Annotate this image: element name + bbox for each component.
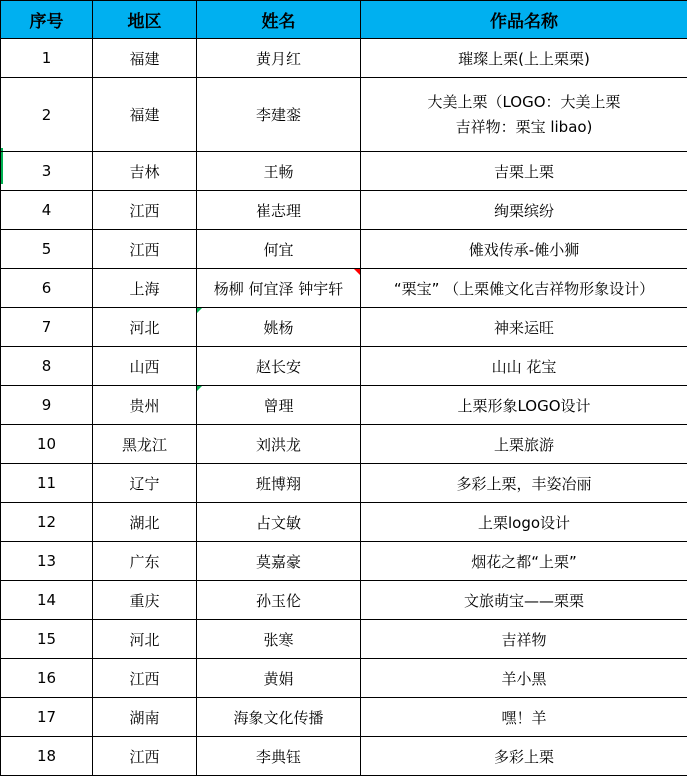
cell-region[interactable]: 上海 [93,269,197,308]
header-cell-name[interactable]: 姓名 [197,1,361,39]
cell-number[interactable]: 4 [1,191,93,230]
table-row [1,737,687,776]
cell-name[interactable] [197,269,361,308]
cell-region[interactable]: 江西 [93,659,197,698]
cell-region[interactable]: 福建 [93,39,197,78]
cell-work[interactable]: 傩戏传承-傩小狮 [361,230,687,269]
cell-name-text: 姚杨 [263,319,293,337]
cell-work[interactable]: 羊小黑 [361,659,687,698]
cell-name[interactable] [197,386,361,425]
cell-name[interactable]: 赵长安 [197,347,361,386]
cell-number[interactable]: 1 [1,39,93,78]
cell-work[interactable]: “栗宝” （上栗傩文化吉祥物形象设计） [361,269,687,308]
cell-work[interactable] [361,78,687,152]
cell-work[interactable]: 多彩上栗，丰姿冶丽 [361,464,687,503]
cell-number[interactable]: 5 [1,230,93,269]
cell-work[interactable]: 璀璨上栗(上上栗栗) [361,39,687,78]
cell-region[interactable]: 江西 [93,737,197,776]
cell-region[interactable]: 辽宁 [93,464,197,503]
cell-region[interactable]: 湖南 [93,698,197,737]
cell-name[interactable]: 李典钰 [197,737,361,776]
table-row [1,230,687,269]
cell-work-line: 吉祥物：栗宝 libao) [361,115,687,140]
table-row [1,347,687,386]
table-row [1,581,687,620]
cell-number[interactable]: 15 [1,620,93,659]
cell-number[interactable]: 14 [1,581,93,620]
table-row [1,464,687,503]
cell-work[interactable]: 神来运旺 [361,308,687,347]
cell-number[interactable]: 12 [1,503,93,542]
cell-name-text: 杨柳 何宜泽 钟宇轩 [214,280,344,298]
header-cell-number[interactable]: 序号 [1,1,93,39]
cell-work-line: 大美上栗（LOGO：大美上栗 [361,90,687,115]
table-row [1,269,687,308]
cell-name[interactable]: 张寒 [197,620,361,659]
cell-number[interactable]: 6 [1,269,93,308]
comment-indicator-icon[interactable] [354,269,360,275]
cell-work[interactable]: 上栗形象LOGO设计 [361,386,687,425]
cell-name[interactable]: 黄月红 [197,39,361,78]
cell-number[interactable]: 7 [1,308,93,347]
table-row [1,39,687,78]
table-row [1,659,687,698]
table-row [1,78,687,152]
cell-name[interactable]: 海象文化传播 [197,698,361,737]
cell-region[interactable]: 江西 [93,191,197,230]
error-indicator-icon [197,386,202,391]
cell-work[interactable]: 吉栗上栗 [361,152,687,191]
error-indicator-icon [197,308,202,313]
cell-region[interactable]: 河北 [93,620,197,659]
cell-name[interactable]: 孙玉伦 [197,581,361,620]
table-row [1,386,687,425]
cell-work[interactable]: 吉祥物 [361,620,687,659]
cell-work[interactable]: 烟花之都“上栗” [361,542,687,581]
cell-name[interactable]: 王畅 [197,152,361,191]
table-row [1,503,687,542]
cell-number[interactable]: 2 [1,78,93,152]
cell-name[interactable]: 何宜 [197,230,361,269]
table-row [1,542,687,581]
cell-name[interactable]: 班博翔 [197,464,361,503]
cell-work[interactable]: 上栗logo设计 [361,503,687,542]
cell-number[interactable]: 8 [1,347,93,386]
cell-number[interactable]: 18 [1,737,93,776]
cell-number[interactable]: 9 [1,386,93,425]
cell-work[interactable]: 上栗旅游 [361,425,687,464]
cell-region[interactable]: 湖北 [93,503,197,542]
cell-region[interactable]: 广东 [93,542,197,581]
cell-work[interactable]: 文旅萌宝——栗栗 [361,581,687,620]
cell-name[interactable]: 黄娟 [197,659,361,698]
cell-region[interactable]: 福建 [93,78,197,152]
cell-region[interactable]: 河北 [93,308,197,347]
cell-name[interactable]: 刘洪龙 [197,425,361,464]
cell-number[interactable]: 13 [1,542,93,581]
cell-name[interactable]: 莫嘉豪 [197,542,361,581]
cell-name[interactable]: 李建銮 [197,78,361,152]
cell-work[interactable]: 嘿！羊 [361,698,687,737]
table-row [1,425,687,464]
cell-name[interactable] [197,308,361,347]
cell-region[interactable]: 重庆 [93,581,197,620]
cell-number[interactable]: 16 [1,659,93,698]
cell-number[interactable]: 17 [1,698,93,737]
cell-region[interactable]: 江西 [93,230,197,269]
table-row [1,620,687,659]
header-cell-region[interactable]: 地区 [93,1,197,39]
table-row [1,698,687,737]
cell-number[interactable]: 3 [1,152,93,191]
cell-region[interactable]: 山西 [93,347,197,386]
cell-number[interactable]: 10 [1,425,93,464]
cell-region[interactable]: 吉林 [93,152,197,191]
table-row [1,191,687,230]
cell-work[interactable]: 山山 花宝 [361,347,687,386]
cell-name[interactable]: 占文敏 [197,503,361,542]
header-row [1,1,687,39]
header-cell-work[interactable]: 作品名称 [361,1,687,39]
cell-number[interactable]: 11 [1,464,93,503]
cell-name-text: 曾理 [263,397,293,415]
cell-region[interactable]: 黑龙江 [93,425,197,464]
cell-work[interactable]: 多彩上栗 [361,737,687,776]
cell-region[interactable]: 贵州 [93,386,197,425]
cell-name[interactable]: 崔志理 [197,191,361,230]
cell-work[interactable]: 绚栗缤纷 [361,191,687,230]
table-row [1,308,687,347]
table-row [1,152,687,191]
